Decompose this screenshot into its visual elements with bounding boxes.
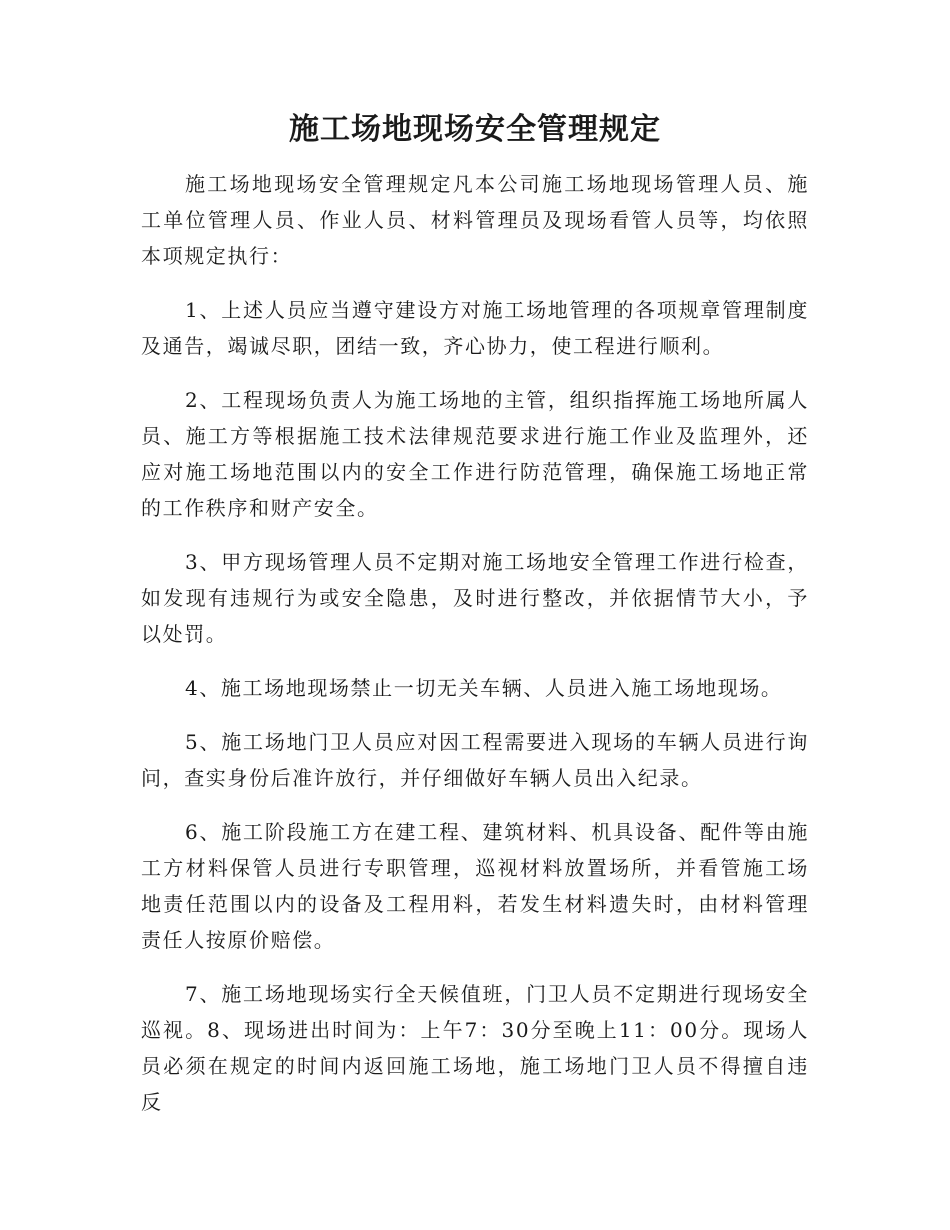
document-body <box>141 166 809 1138</box>
paragraph-rule-1: 1、上述人员应当遵守建设方对施工场地管理的各项规章管理制度及通告，竭诚尽职，团结一致，齐心协力，使工程进行顺利。 <box>141 298 809 358</box>
document-title: 施工场地现场安全管理规定 <box>289 112 661 147</box>
paragraph-intro: 施工场地现场安全管理规定凡本公司施工场地现场管理人员、施工单位管理人员、作业人员、材料管理员及现场看管人员等，均依照本项规定执行： <box>141 172 809 268</box>
paragraph-rule-2: 2、工程现场负责人为施工场地的主管，组织指挥施工场地所属人员、施工方等根据施工技术法律规范要求进行施工作业及监理外，还应对施工场地范围以内的安全工作进行防范管理，确保施工场地正常的工作秩序和财产安全。 <box>141 388 809 520</box>
paragraph-rule-7-8: 7、施工场地现场实行全天候值班，门卫人员不定期进行现场安全巡视。8、现场进出时间为：上午7：30分至晚上11：00分。现场人员必须在规定的时间内返回施工场地，施工场地门卫人员不得擅自违反 <box>141 982 809 1114</box>
paragraph-rule-4: 4、施工场地现场禁止一切无关车辆、人员进入施工场地现场。 <box>185 676 783 700</box>
paragraph-rule-5: 5、施工场地门卫人员应对因工程需要进入现场的车辆人员进行询问，查实身份后准许放行，并仔细做好车辆人员出入纪录。 <box>141 730 809 790</box>
paragraph-rule-3: 3、甲方现场管理人员不定期对施工场地安全管理工作进行检查，如发现有违规行为或安全隐患，及时进行整改，并依据情节大小，予以处罚。 <box>141 550 809 646</box>
paragraph-rule-6: 6、施工阶段施工方在建工程、建筑材料、机具设备、配件等由施工方材料保管人员进行专职管理，巡视材料放置场所，并看管施工场地责任范围以内的设备及工程用料，若发生材料遗失时，由材料管理责任人按原价赔偿。 <box>141 820 809 952</box>
